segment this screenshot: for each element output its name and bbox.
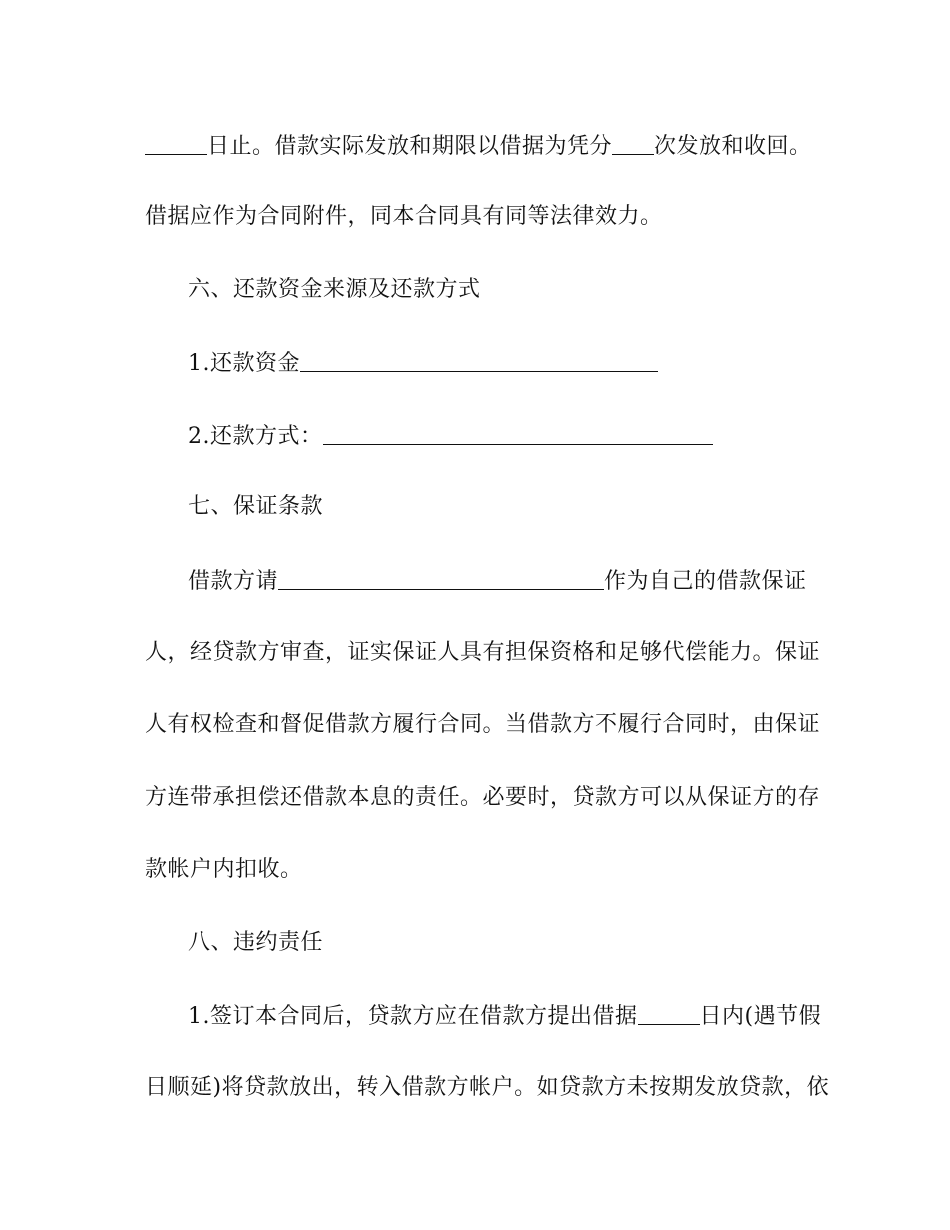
line-1-post: 次发放和收回。	[654, 134, 812, 159]
section-heading-8: 八、违约责任	[188, 930, 324, 955]
repayment-method-line	[188, 420, 713, 452]
fill-in-blank	[612, 132, 654, 155]
guarantor-pre: 借款方请	[188, 569, 279, 594]
breach-pre: 1.签订本合同后，贷款方应在借款方提出借据	[188, 1004, 638, 1029]
text-line-1	[145, 130, 812, 162]
text-line-11: 款帐户内扣收。	[145, 857, 303, 882]
breach-line-1	[188, 1000, 821, 1032]
section-heading-7: 七、保证条款	[188, 494, 324, 519]
text-line-8: 人，经贷款方审查，证实保证人具有担保资格和足够代偿能力。保证	[145, 640, 821, 665]
repayment-method-label: 2.还款方式：	[188, 424, 323, 449]
text-line-10: 方连带承担偿还借款本息的责任。必要时，贷款方可以从保证方的存	[145, 785, 821, 810]
fill-in-blank	[300, 349, 658, 372]
fill-in-blank	[638, 1002, 700, 1025]
guarantor-line	[188, 565, 807, 597]
section-heading-6: 六、还款资金来源及还款方式	[188, 277, 481, 302]
text-line-2: 借据应作为合同附件，同本合同具有同等法律效力。	[145, 204, 663, 229]
repayment-funds-line	[188, 347, 658, 379]
breach-post: 日内(遇节假	[699, 1004, 822, 1029]
line-1-mid: 日止。借款实际发放和期限以借据为凭分	[207, 134, 613, 159]
text-line-14: 日顺延)将贷款放出，转入借款方帐户。如贷款方未按期发放贷款，依	[145, 1075, 830, 1100]
fill-in-blank	[323, 422, 713, 445]
fill-in-blank	[145, 132, 207, 155]
repayment-funds-label: 1.还款资金	[188, 351, 300, 376]
guarantor-post: 作为自己的借款保证	[604, 569, 807, 594]
text-line-9: 人有权检查和督促借款方履行合同。当借款方不履行合同时，由保证	[145, 712, 821, 737]
fill-in-blank	[278, 567, 604, 590]
